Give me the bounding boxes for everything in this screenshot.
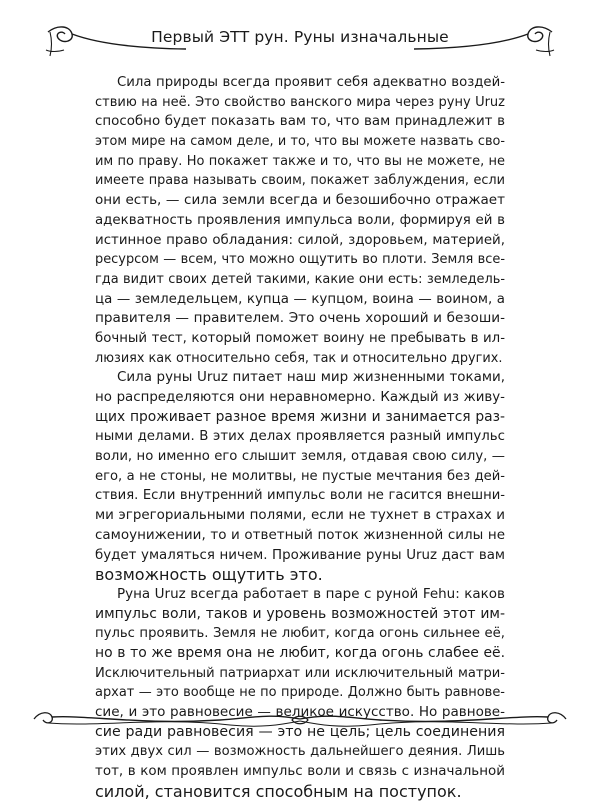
text-line: ствию на неё. Это свойство ванского мира через руну Uruz (95, 94, 505, 110)
text-line: ными делами. В этих делах проявляется разный импульс (95, 429, 505, 445)
text-line: тот, в ком проявлен импульс воли и связь с изначальной (95, 764, 505, 780)
text-line: правителя — правителем. Это очень хороший и безоши- (95, 310, 505, 327)
text-line: истинное право обладания: силой, здоровьем, материей, (95, 232, 505, 248)
text-line: ца — земледельцем, купца — купцом, воина — воином, а (95, 291, 505, 307)
text-line: будет умаляться ничем. Проживание руны Uruz даст вам (95, 547, 505, 563)
header-title: Первый ЭТТ рун. Руны изначальные (151, 28, 449, 46)
text-line: щих проживает разное время жизни и занимается раз- (95, 408, 505, 425)
text-line: гда видит своих детей такими, какие они есть: земледель- (95, 271, 505, 287)
text-line: ми эгрегориальными полями, если не тухнет в страхах и (95, 508, 505, 524)
text-line: бочный тест, который поможет воину не пребывать в ил- (95, 330, 505, 346)
text-line: имеете права называть своим, покажет заблуждения, если (95, 173, 505, 189)
text-line: но в то же время она не любит, когда огонь слабее её. (95, 644, 505, 661)
paragraph-2 (95, 368, 505, 585)
text-line: Исключительный патриархат или исключительный матри- (95, 665, 505, 681)
text-line: Сила руны Uruz питает наш мир жизненными токами, (117, 370, 505, 386)
text-line: импульс воли, таков и уровень возможностей этот им- (95, 605, 505, 622)
text-line: архат — это вообще не по природе. Должно быть равнове- (95, 685, 505, 701)
footer-ornament-icon (0, 705, 600, 735)
text-line: Руна Uruz всегда работает в паре с руной Fehu: каков (117, 585, 505, 602)
text-line: ствия. Если внутренний импульс воли не гасится внешни- (95, 488, 505, 504)
text-line: этих двух сил — возможность дальнейшего деяния. Лишь (95, 744, 505, 760)
text-line: они есть, — сила земли всегда и безошибочно отражает (95, 192, 505, 209)
paragraph-1 (95, 73, 505, 368)
text-line: его, а не стоны, не молитвы, не пустые мечтания без дей- (95, 468, 505, 484)
text-line: этом мире на самом деле, и то, что вы можете назвать сво- (95, 134, 505, 150)
text-line: силой, становится способным на поступок. (95, 781, 462, 801)
text-line: адекватность проявления импульса воли, формируя ей в (95, 212, 505, 228)
text-line: возможность ощутить это. (95, 565, 323, 585)
text-line: им по праву. Но покажет также и то, что вы не можете, не (95, 153, 505, 169)
running-header (0, 22, 600, 62)
text-line: люзиях как относительно себя, так и относительно других. (95, 350, 503, 366)
text-line: самоунижении, то и ответный поток жизненной силы не (95, 526, 505, 543)
text-line: Сила природы всегда проявит себя адекватно воздей- (117, 75, 505, 90)
text-line: воли, но именно его слышит земля, отдавая свою силу, — (95, 449, 505, 465)
text-line: ресурсом — всем, что можно ощутить во плоти. Земля все- (95, 252, 505, 268)
text-line: сие, и это равновесие — великое искусство. Но равнове- (95, 704, 505, 720)
body-text (95, 73, 505, 801)
text-line: пульс проявить. Земля не любит, когда огонь сильнее её, (95, 626, 505, 642)
text-line: способно будет показать вам то, что вам принадлежит в (95, 114, 505, 130)
paragraph-3 (95, 585, 505, 801)
text-line: но распределяются они неравномерно. Каждый из живу- (95, 390, 505, 405)
text-line: сие ради равновесия — это не цель; цель соединения (95, 723, 505, 740)
